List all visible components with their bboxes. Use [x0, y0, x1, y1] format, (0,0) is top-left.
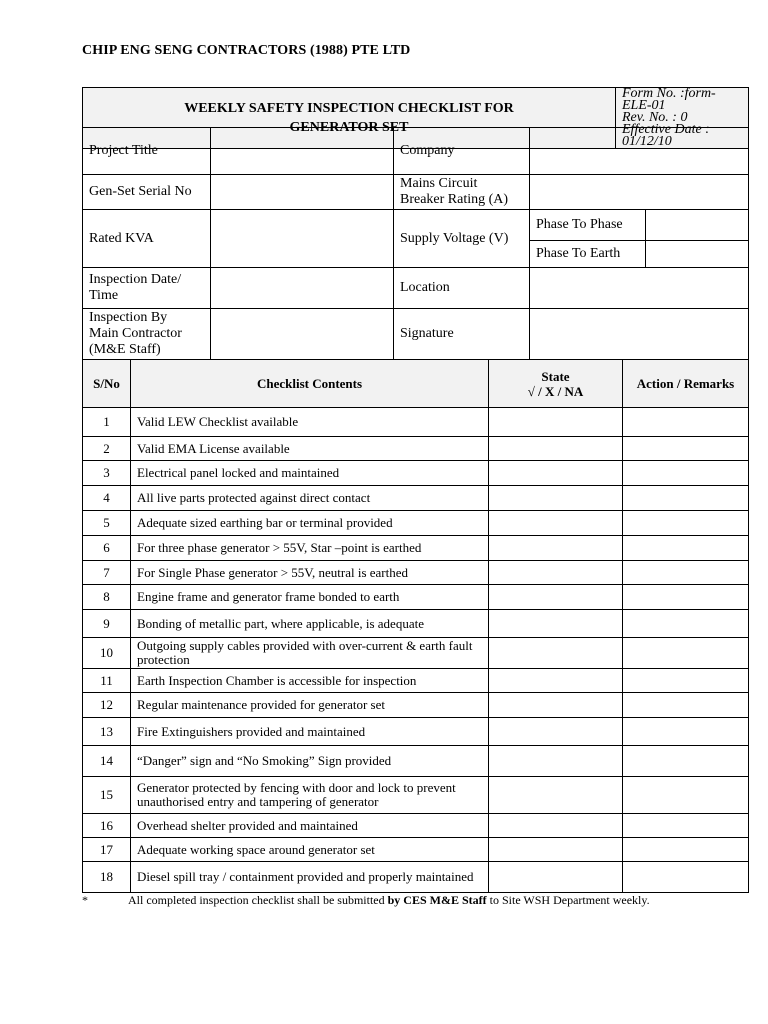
checklist-row-number: 8 — [83, 585, 131, 610]
inspection-by-label-line3: (M&E Staff) — [89, 342, 161, 357]
checklist-row — [83, 814, 749, 838]
company-label: Company — [394, 128, 530, 175]
checklist-row-state[interactable] — [489, 669, 623, 693]
checklist-row-content: Valid LEW Checklist available — [131, 408, 489, 437]
footer-star: * — [82, 893, 88, 907]
checklist-row — [83, 838, 749, 862]
genset-serial-field[interactable] — [211, 175, 394, 210]
checklist-row-content: Electrical panel locked and maintained — [131, 461, 489, 486]
checklist-row-content: Valid EMA License available — [131, 437, 489, 461]
checklist-row-number: 14 — [83, 746, 131, 777]
checklist-row-number: 1 — [83, 408, 131, 437]
checklist-row-number: 2 — [83, 437, 131, 461]
checklist-row-remarks[interactable] — [623, 408, 749, 437]
signature-label: Signature — [394, 309, 530, 360]
checklist-row-content: Generator protected by fencing with door and lock to prevent unauthorised entry and tampering of generator — [131, 777, 489, 814]
info-table — [82, 127, 749, 360]
checklist-row-remarks[interactable] — [623, 814, 749, 838]
checklist-row-number: 13 — [83, 718, 131, 746]
checklist-row-state[interactable] — [489, 437, 623, 461]
checklist-row-content: Regular maintenance provided for generator set — [131, 693, 489, 718]
revision-number: Rev. No. : 0 — [622, 110, 688, 125]
mains-breaker-field[interactable] — [530, 175, 749, 210]
checklist-row-number: 6 — [83, 536, 131, 561]
checklist-row-content: Overhead shelter provided and maintained — [131, 814, 489, 838]
checklist-row — [83, 536, 749, 561]
checklist-row-state[interactable] — [489, 610, 623, 638]
checklist-row-remarks[interactable] — [623, 693, 749, 718]
phase-to-phase-field[interactable] — [646, 210, 749, 241]
checklist-row-number: 4 — [83, 486, 131, 511]
checklist-row-content: Earth Inspection Chamber is accessible for inspection — [131, 669, 489, 693]
form-number: Form No. :form-ELE-01 — [622, 86, 716, 113]
checklist-row-state[interactable] — [489, 746, 623, 777]
mains-breaker-label-line1: Mains Circuit — [400, 176, 478, 191]
checklist-row-remarks[interactable] — [623, 511, 749, 536]
genset-serial-label: Gen-Set Serial No — [83, 175, 211, 210]
checklist-row — [83, 610, 749, 638]
checklist-row-remarks[interactable] — [623, 536, 749, 561]
checklist-row-state[interactable] — [489, 777, 623, 814]
footer-text-after: to Site WSH Department weekly. — [486, 893, 650, 907]
checklist-body — [83, 408, 749, 893]
checklist-row-number: 3 — [83, 461, 131, 486]
checklist-row-number: 16 — [83, 814, 131, 838]
rated-kva-label: Rated KVA — [83, 210, 211, 268]
checklist-row — [83, 511, 749, 536]
checklist-row-state[interactable] — [489, 585, 623, 610]
checklist-row — [83, 461, 749, 486]
checklist-row-remarks[interactable] — [623, 437, 749, 461]
footer-note — [82, 893, 650, 908]
checklist-row-remarks[interactable] — [623, 777, 749, 814]
checklist-row-remarks[interactable] — [623, 486, 749, 511]
checklist-row — [83, 561, 749, 585]
inspection-by-label — [83, 309, 211, 360]
footer-text-before: All completed inspection checklist shall be submitted — [128, 893, 388, 907]
form-title-line1: WEEKLY SAFETY INSPECTION CHECKLIST FOR — [184, 101, 514, 116]
checklist-row-remarks[interactable] — [623, 718, 749, 746]
phase-to-phase-label: Phase To Phase — [530, 210, 646, 241]
checklist-row-remarks[interactable] — [623, 669, 749, 693]
checklist-row-number: 11 — [83, 669, 131, 693]
inspection-date-label-line2: Time — [89, 288, 119, 303]
inspection-by-label-line2: Main Contractor — [89, 326, 182, 341]
inspection-by-label-line1: Inspection By — [89, 310, 168, 325]
checklist-row-state[interactable] — [489, 718, 623, 746]
checklist-row-state[interactable] — [489, 561, 623, 585]
checklist-row — [83, 437, 749, 461]
checklist-row — [83, 746, 749, 777]
checklist-row-remarks[interactable] — [623, 561, 749, 585]
checklist-row-content: For Single Phase generator > 55V, neutral is earthed — [131, 561, 489, 585]
checklist-row-state[interactable] — [489, 511, 623, 536]
checklist-row-content: Outgoing supply cables provided with over-current & earth fault protection — [131, 638, 489, 669]
checklist-row-remarks[interactable] — [623, 461, 749, 486]
inspection-by-field[interactable] — [211, 309, 394, 360]
effective-date: Effective Date : 01/12/10 — [622, 122, 710, 149]
mains-breaker-label-line2: Breaker Rating (A) — [400, 192, 509, 207]
checklist-row — [83, 638, 749, 669]
checklist-row — [83, 862, 749, 893]
checklist-row-state[interactable] — [489, 693, 623, 718]
checklist-row-number: 15 — [83, 777, 131, 814]
footer-text-bold: by CES M&E Staff — [387, 893, 487, 907]
checklist-row-remarks[interactable] — [623, 585, 749, 610]
col-state-header — [489, 360, 623, 408]
col-contents-header: Checklist Contents — [131, 360, 489, 408]
col-action-header: Action / Remarks — [623, 360, 749, 408]
checklist-row-content: Adequate working space around generator set — [131, 838, 489, 862]
checklist-row-remarks[interactable] — [623, 638, 749, 669]
checklist-row-remarks[interactable] — [623, 862, 749, 893]
checklist-row-content: All live parts protected against direct contact — [131, 486, 489, 511]
checklist-row — [83, 585, 749, 610]
checklist-row-remarks[interactable] — [623, 838, 749, 862]
checklist-row-number: 5 — [83, 511, 131, 536]
company-field[interactable] — [530, 128, 749, 175]
checklist-row-state[interactable] — [489, 486, 623, 511]
checklist-row-number: 12 — [83, 693, 131, 718]
checklist-row-number: 9 — [83, 610, 131, 638]
form-title-line2: GENERATOR SET — [289, 120, 409, 135]
inspection-date-label-line1: Inspection Date/ — [89, 272, 182, 287]
checklist-row — [83, 408, 749, 437]
phase-to-earth-field[interactable] — [646, 241, 749, 268]
checklist-row-number: 17 — [83, 838, 131, 862]
signature-field[interactable] — [530, 309, 749, 360]
checklist-table — [82, 359, 749, 893]
checklist-row-content: Diesel spill tray / containment provided and properly maintained — [131, 862, 489, 893]
rated-kva-field[interactable] — [211, 210, 394, 268]
checklist-row — [83, 718, 749, 746]
checklist-row — [83, 669, 749, 693]
checklist-row-state[interactable] — [489, 408, 623, 437]
checklist-row — [83, 693, 749, 718]
inspection-date-field[interactable] — [211, 268, 394, 309]
checklist-row-state[interactable] — [489, 838, 623, 862]
location-field[interactable] — [530, 268, 749, 309]
phase-to-earth-label: Phase To Earth — [530, 241, 646, 268]
checklist-row-state[interactable] — [489, 814, 623, 838]
col-sno-header: S/No — [83, 360, 131, 408]
checklist-row-content: Adequate sized earthing bar or terminal provided — [131, 511, 489, 536]
checklist-row — [83, 777, 749, 814]
checklist-row-state[interactable] — [489, 536, 623, 561]
checklist-row-number: 7 — [83, 561, 131, 585]
inspection-date-label — [83, 268, 211, 309]
checklist-row-content: Engine frame and generator frame bonded to earth — [131, 585, 489, 610]
checklist-row-content: Bonding of metallic part, where applicable, is adequate — [131, 610, 489, 638]
checklist-row-content: For three phase generator > 55V, Star –point is earthed — [131, 536, 489, 561]
checklist-row-content: “Danger” sign and “No Smoking” Sign provided — [131, 746, 489, 777]
col-state-header-line2: √ / X / NA — [527, 383, 584, 399]
project-title-label: Project Title — [83, 128, 211, 175]
company-name: CHIP ENG SENG CONTRACTORS (1988) PTE LTD — [82, 43, 411, 58]
checklist-row-number: 10 — [83, 638, 131, 669]
supply-voltage-label: Supply Voltage (V) — [394, 210, 530, 268]
checklist-row-state[interactable] — [489, 638, 623, 669]
mains-breaker-label — [394, 175, 530, 210]
col-state-header-line1: State — [541, 368, 570, 384]
checklist-row-remarks[interactable] — [623, 610, 749, 638]
location-label: Location — [394, 268, 530, 309]
checklist-row-state[interactable] — [489, 461, 623, 486]
checklist-row — [83, 486, 749, 511]
project-title-field[interactable] — [211, 128, 394, 175]
checklist-row-content: Fire Extinguishers provided and maintained — [131, 718, 489, 746]
checklist-row-remarks[interactable] — [623, 746, 749, 777]
checklist-row-state[interactable] — [489, 862, 623, 893]
checklist-row-number: 18 — [83, 862, 131, 893]
